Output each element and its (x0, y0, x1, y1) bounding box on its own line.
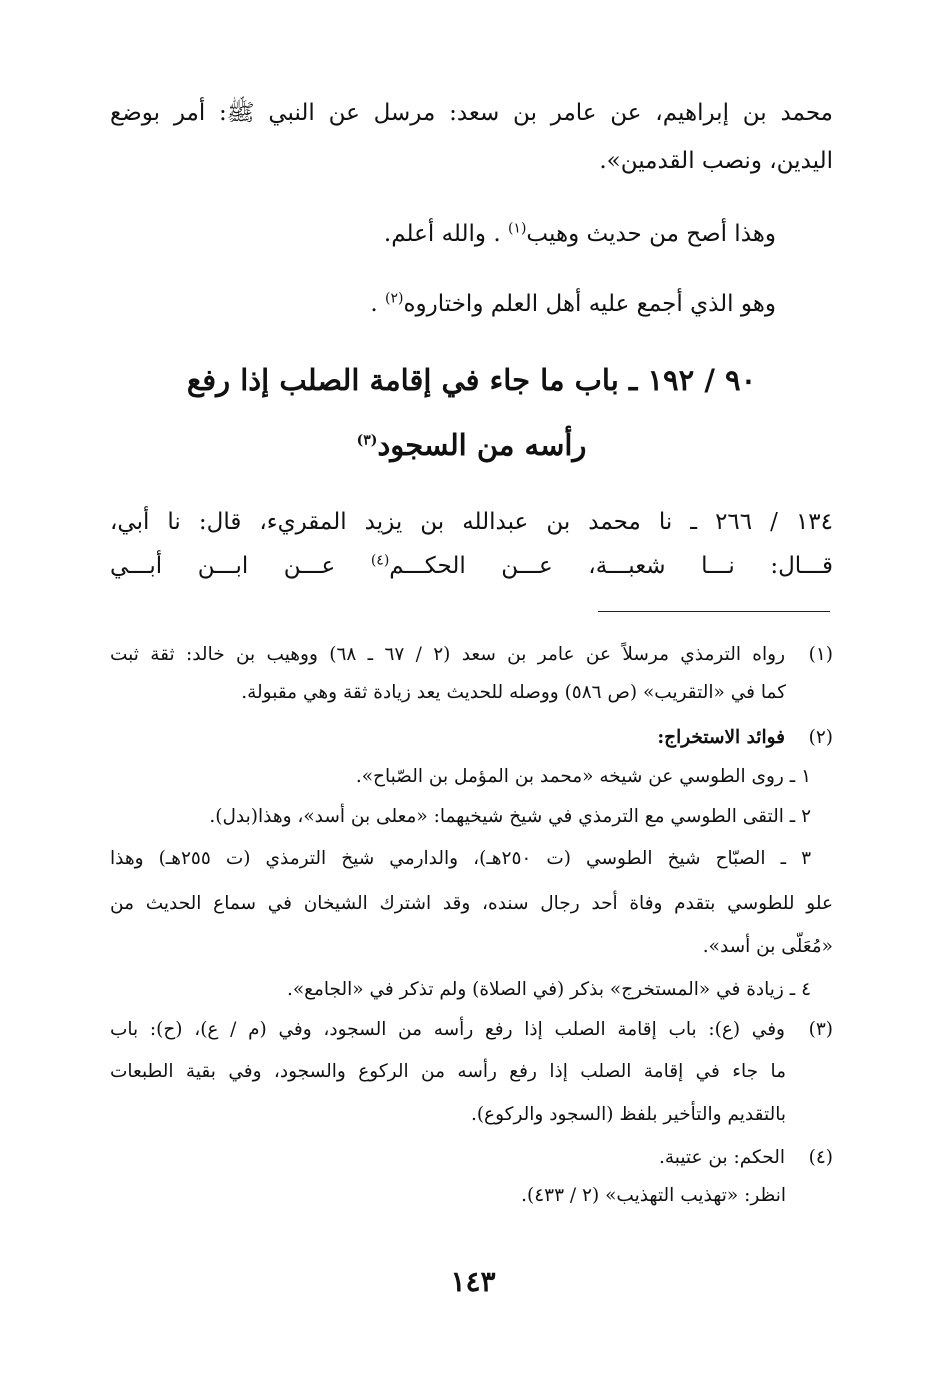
footnote-3-line-3: بالتقديم والتأخير بلفظ (السجود والركوع). (470, 1104, 786, 1125)
footnote-ref-4[interactable]: (٤) (370, 552, 390, 569)
body-line-4: وهو الذي أجمع عليه أهل العلم واختاروه$^{(٢)}$ . (370, 290, 776, 317)
footnote-4-line-1: (٤)الحكم: بن عتيبة. (658, 1147, 833, 1168)
page-number: ١٤٣ (450, 1265, 496, 1298)
footnote-2-item-3-line-1: ٣ ـ الصبّاح شيخ الطوسي (ت ٢٥٠هـ)، والدارمي شيخ الترمذي (ت ٢٥٥هـ) وهذا (110, 848, 811, 869)
footnote-ref-2[interactable]: (٢) (385, 290, 404, 307)
body-line-1: محمد بن إبراهيم، عن عامر بن سعد: مرسل عن النبي ﷺ: أمر بوضع (110, 100, 833, 126)
footnote-3-line-1: (٣)وفي (ع): باب إقامة الصلب إذا رفع رأسه من السجود، وفي (م / ع)، (ح): باب (110, 1019, 833, 1040)
footnote-2-title: (٢)فوائد الاستخراج: (657, 727, 833, 748)
footnote-2-item-3-line-2: علو للطوسي بتقدم وفاة أحد رجال سنده، وقد اشترك الشيخان في سماع الحديث من (110, 893, 833, 914)
footnote-3-line-2: ما جاء في إقامة الصلب إذا رفع رأسه من الركوع والسجود، وفي بقية الطبعات (110, 1061, 786, 1082)
footnote-1-line-1: (١)رواه الترمذي مرسلاً عن عامر بن سعد (٢ / ٦٧ ـ ٦٨) ووهيب بن خالد: ثقة ثبت (110, 644, 833, 665)
chapter-heading-line-2: رأسه من السجود$^{(٣)}$ (356, 428, 587, 462)
body-line-2: اليدين، ونصب القدمين». (599, 148, 833, 174)
footnote-2-item-2: ٢ ـ التقى الطوسي مع الترمذي في شيخ شيخيهما: «معلى بن أسد»، وهذا(بدل). (209, 806, 811, 827)
hadith-line-2: قـــال: نـــا شعبـــة، عـــن الحكـــم$^{(٤)}$ عـــن ابـــن أبـــي (110, 552, 833, 579)
body-line-3: وهذا أصح من حديث وهيب$^{(١)}$ . والله أعلم. (383, 220, 776, 247)
footnote-separator (598, 611, 830, 612)
hadith-line-1: ١٣٤ / ٢٦٦ ـ نا محمد بن عبدالله بن يزيد المقريء، قال: نا أبي، (110, 509, 833, 535)
footnote-ref-1[interactable]: (١) (507, 220, 527, 237)
footnote-4-line-2: انظر: «تهذيب التهذيب» (٢ / ٤٣٣). (521, 1185, 786, 1206)
footnote-ref-3[interactable]: (٣) (356, 432, 378, 449)
footnote-1-line-2: كما في «التقريب» (ص ٥٨٦) ووصله للحديث يعد زيادة ثقة وهي مقبولة. (241, 682, 786, 703)
footnote-2-item-1: ١ ـ روى الطوسي عن شيخه «محمد بن المؤمل بن الصّباح». (355, 766, 811, 787)
chapter-heading-line-1: ٩٠ / ١٩٢ ـ باب ما جاء في إقامة الصلب إذا رفع (186, 363, 757, 397)
footnote-2-item-3-line-3: «مُعَلّى بن أسد». (702, 936, 833, 957)
footnote-2-item-4: ٤ ـ زيادة في «المستخرج» بذكر (في الصلاة) ولم تذكر في «الجامع». (286, 979, 811, 1000)
